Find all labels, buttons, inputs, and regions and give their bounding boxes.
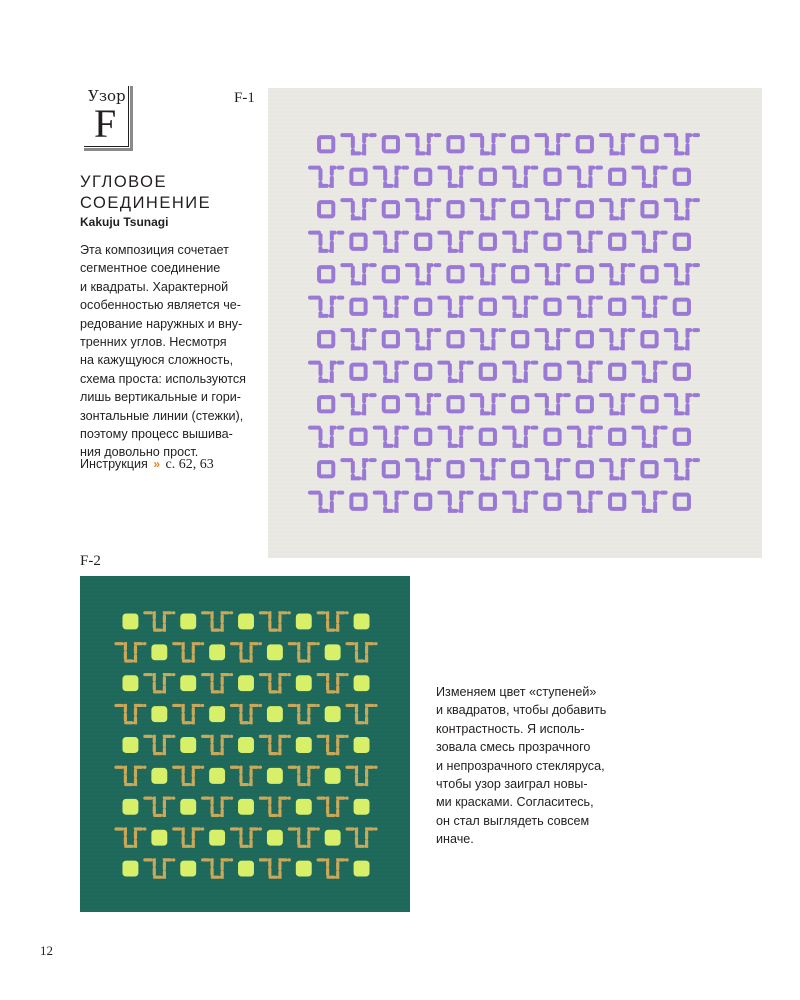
page-subtitle: Kakuju Tsunagi	[80, 215, 169, 229]
figure-f2-image	[80, 576, 410, 912]
instruction-label: Инструкция	[80, 457, 148, 471]
description-text: Эта композиция сочетает сегментное соединение и квадраты. Характерной особенностью является че- редование наружных и вну- тренних углов. Несмотря на кажущуюся сложность, схема проста: используются лишь вертикальные и гори- зонтальные линии (стежки), поэтому процесс вышива- ния довольно прост.	[80, 243, 246, 460]
pattern-badge-letter: F	[94, 101, 117, 146]
pattern-badge-word: Узор	[88, 87, 126, 105]
figure-f1-photo	[268, 88, 762, 558]
instruction-pages: с. 62, 63	[165, 457, 214, 472]
figure-f1-label: F-1	[234, 90, 255, 106]
pattern-badge	[84, 86, 133, 151]
title-line-1: УГЛОВОЕ	[80, 173, 167, 191]
page-number: 12	[40, 943, 53, 958]
figure-f1-image	[268, 88, 762, 558]
variation-note: Изменяем цвет «ступеней» и квадратов, чтобы добавить контрастность. Я исполь- зовала смесь прозрачного и непрозрачного стекляруса, чтобы узор заиграл новы- ми красками. Согласитесь, он стал выглядеть совсем иначе.	[436, 685, 607, 847]
pattern-badge-frame	[84, 86, 129, 147]
double-chevron-right-icon: »	[153, 457, 160, 471]
figure-f2-label: F-2	[80, 553, 101, 569]
instruction-link[interactable]	[80, 456, 214, 473]
page-title	[80, 172, 260, 214]
figure-f2-photo	[80, 576, 410, 912]
title-line-2: СОЕДИНЕНИЕ	[80, 194, 212, 212]
